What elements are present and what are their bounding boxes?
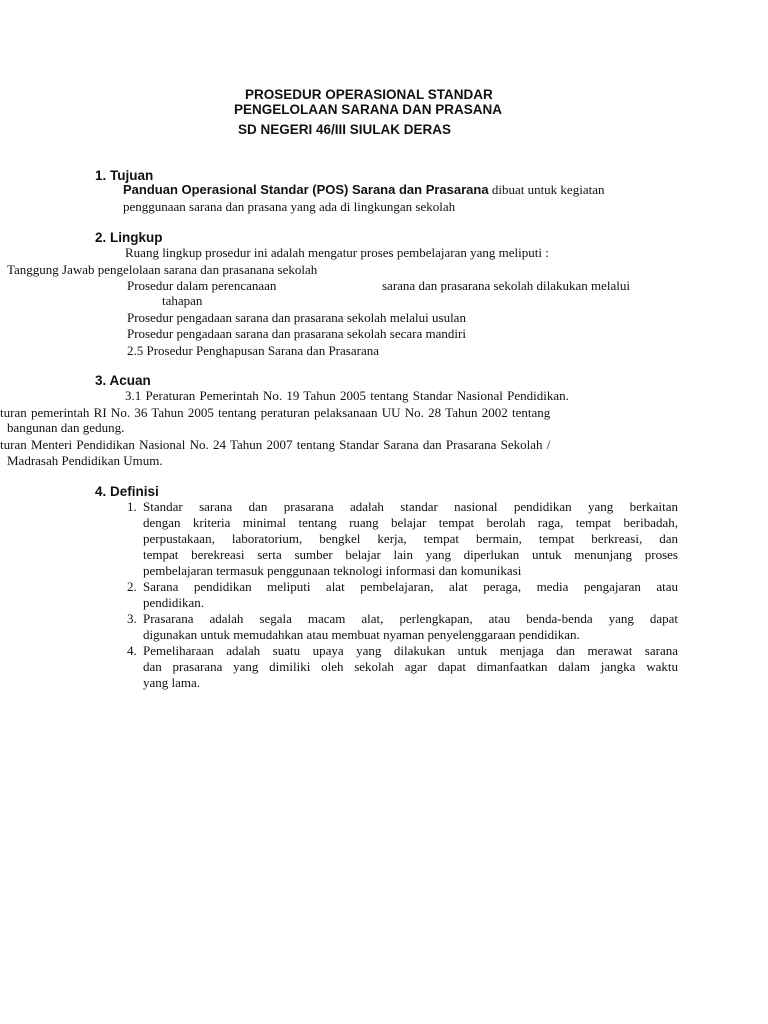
definisi-item-3-line-1: Prasarana adalah segala macam alat, perlengkapan, atau benda-benda yang dapat bbox=[143, 611, 678, 626]
acuan-ref-3-line-1: turan Menteri Pendidikan Nasional No. 24 Tahun 2007 tentang Standar Sarana dan Prasarana Sekolah / bbox=[0, 437, 551, 452]
definisi-item-1-line-5: pembelajaran termasuk penggunaan teknologi informasi dan komunikasi bbox=[143, 563, 522, 578]
definisi-item-3-line-2: digunakan untuk memudahkan atau membuat nyaman penyelenggaraan pendidikan. bbox=[143, 627, 580, 642]
acuan-ref-2-line-2: bangunan dan gedung. bbox=[7, 420, 125, 435]
lingkup-item-2a: Prosedur dalam perencanaan bbox=[127, 278, 277, 293]
definisi-item-1-line-1: Standar sarana dan prasarana adalah standar nasional pendidikan yang berkaitan bbox=[143, 499, 678, 514]
lingkup-item-2c: tahapan bbox=[162, 293, 203, 308]
doc-title-line-2: PENGELOLAAN SARANA DAN PRASANA bbox=[234, 102, 503, 117]
lingkup-item-2b: sarana dan prasarana sekolah dilakukan melalui bbox=[382, 278, 630, 293]
tujuan-bold-text: Panduan Operasional Standar (POS) Sarana dan Prasarana bbox=[123, 182, 489, 197]
tujuan-text-rest: dibuat untuk kegiatan bbox=[491, 182, 605, 197]
lingkup-item-4: Prosedur pengadaan sarana dan prasarana sekolah secara mandiri bbox=[127, 326, 466, 341]
definisi-item-2-number: 2. bbox=[127, 579, 137, 594]
acuan-ref-2-line-1: turan pemerintah RI No. 36 Tahun 2005 tentang peraturan pelaksanaan UU No. 28 Tahun 2002 tentang bbox=[0, 405, 551, 420]
definisi-item-4-number: 4. bbox=[127, 643, 137, 658]
tujuan-text-line-1 bbox=[123, 182, 604, 198]
doc-title-line-3: SD NEGERI 46/III SIULAK DERAS bbox=[238, 122, 452, 137]
definisi-item-1-number: 1. bbox=[127, 499, 137, 514]
section-lingkup-heading: 2. Lingkup bbox=[95, 230, 163, 245]
section-acuan-heading: 3. Acuan bbox=[95, 373, 151, 388]
definisi-item-1-line-4: tempat berekreasi serta sumber belajar lain yang diperlukan untuk menunjang proses bbox=[143, 547, 678, 562]
definisi-item-4-line-3: yang lama. bbox=[143, 675, 201, 690]
lingkup-item-1: Tanggung Jawab pengelolaan sarana dan prasanana sekolah bbox=[7, 262, 318, 277]
definisi-item-2-line-1: Sarana pendidikan meliputi alat pembelajaran, alat peraga, media pengajaran atau bbox=[143, 579, 678, 594]
definisi-item-1-line-2: dengan kriteria minimal tentang ruang belajar tempat berolah raga, tempat beribadah, bbox=[143, 515, 678, 530]
definisi-item-3-number: 3. bbox=[127, 611, 137, 626]
lingkup-item-5: 2.5 Prosedur Penghapusan Sarana dan Prasarana bbox=[127, 343, 379, 358]
definisi-item-2-line-2: pendidikan. bbox=[143, 595, 205, 610]
lingkup-intro: Ruang lingkup prosedur ini adalah mengatur proses pembelajaran yang meliputi : bbox=[125, 245, 549, 260]
section-definisi-heading: 4. Definisi bbox=[95, 484, 159, 499]
acuan-ref-3-line-2: Madrasah Pendidikan Umum. bbox=[7, 453, 163, 468]
doc-title-line-1: PROSEDUR OPERASIONAL STANDAR bbox=[245, 87, 493, 102]
definisi-item-4-line-1: Pemeliharaan adalah suatu upaya yang dilakukan untuk menjaga dan merawat sarana bbox=[143, 643, 678, 658]
lingkup-item-3: Prosedur pengadaan sarana dan prasarana sekolah melalui usulan bbox=[127, 310, 466, 325]
section-tujuan-heading: 1. Tujuan bbox=[95, 168, 154, 183]
tujuan-text-line-2: penggunaan sarana dan prasana yang ada di lingkungan sekolah bbox=[123, 199, 456, 214]
acuan-ref-1: 3.1 Peraturan Pemerintah No. 19 Tahun 2005 tentang Standar Nasional Pendidikan. bbox=[125, 388, 569, 403]
definisi-item-1-line-3: perpustakaan, laboratorium, bengkel kerja, tempat bermain, tempat berkreasi, dan bbox=[143, 531, 678, 546]
definisi-item-4-line-2: dan prasarana yang dimiliki oleh sekolah agar dapat dimanfaatkan dalam jangka waktu bbox=[143, 659, 678, 674]
